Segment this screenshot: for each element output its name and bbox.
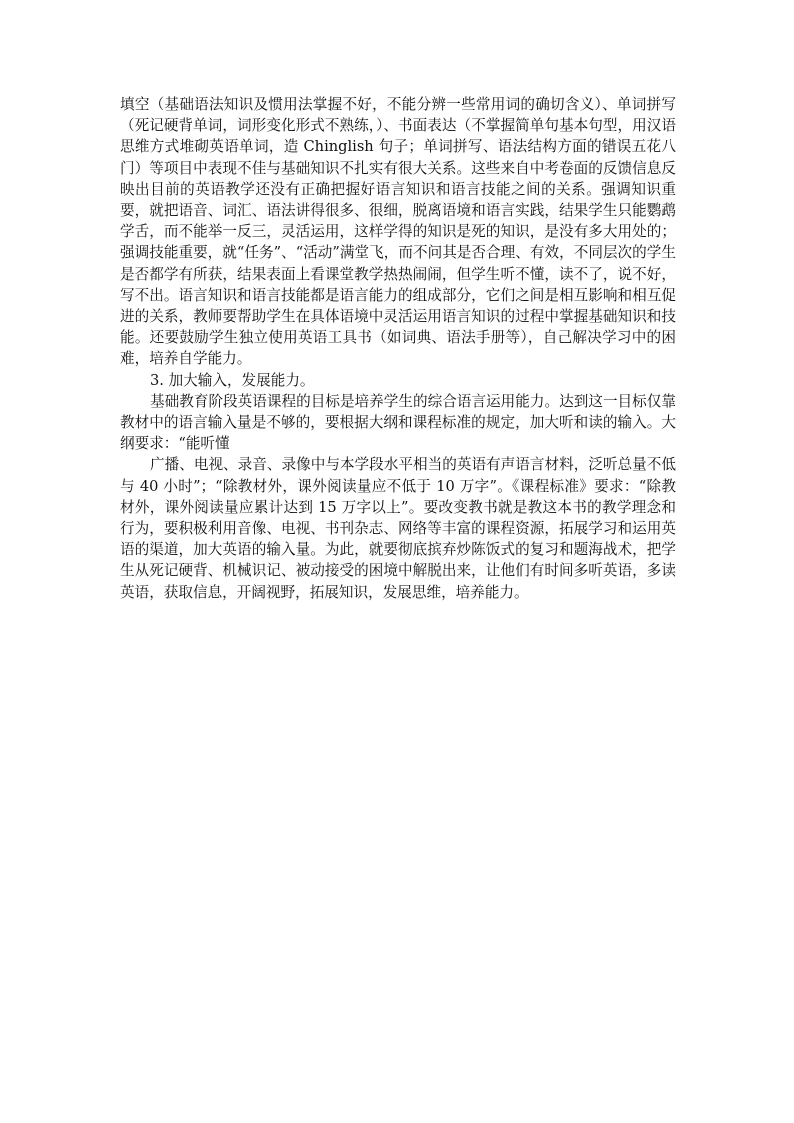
section-heading-increase-input: 3. 加大输入，发展能力。 xyxy=(150,371,315,389)
paragraph-listening-errors: 填空（基础语法知识及惯用法掌握不好，不能分辨一些常用词的确切含义）、单词拼写（死记硬背单词，词形变化形式不熟练，）、书面表达（不掌握简单句基本句型，用汉语思维方式堆砌英语单词，造 Chinglish 句子；单词拼写、语法结构方面的错误五花八门）等项目中表现不佳与基础知识不扎实有很大关系。这些来自中考卷面的反馈信息反映出目前的英语教学还没有正确把握好语言知识和语言技能之间的关系。强调知识重要，就把语音、词汇、语法讲得很多、很细，脱离语境和语言实践，结果学生只能鹦鹉学舌，而不能举一反三，灵活运用，这样学得的知识是死的知识，是没有多大用处的；强调技能重要，就“任务”、“活动”满堂飞，而不问其是否合理、有效，不同层次的学生是否都学有所获，结果表面上看课堂教学热热闹闹，但学生听不懂，读不了，说不好，写不出。语言知识和语言技能都是语言能力的组成部分，它们之间是相互影响和相互促进的关系，教师要帮助学生在具体语境中灵活运用语言知识的过程中掌握基础知识和技能。还要鼓励学生独立使用英语工具书（如词典、语法手册等），自己解决学习中的困难，培养自学能力。 xyxy=(120,96,676,368)
paragraph-course-goal: 基础教育阶段英语课程的目标是培养学生的综合语言运用能力。达到这一目标仅靠教材中的语言输入量是不够的，要根据大纲和课程标准的规定，加大听和读的输入。大纲要求：“能听懂 xyxy=(120,392,676,453)
document-body xyxy=(120,94,676,603)
paragraph-input-requirements: 广播、电视、录音、录像中与本学段水平相当的英语有声语言材料，泛听总量不低与 40 小时”；“除教材外，课外阅读量应不低于 10 万字”。《课程标准》要求：“除教材外，课外阅读量应累计达到 15 万字以上”。要改变教书就是教这本书的教学理念和行为，要积极利用音像、电视、书刊杂志、网络等丰富的课程资源，拓展学习和运用英语的渠道，加大英语的输入量。为此，就要彻底摈弃炒陈饭式的复习和题海战术，把学生从死记硬背、机械识记、被动接受的困境中解脱出来，让他们有时间多听英语，多读英语，获取信息，开阔视野，拓展知识，发展思维，培养能力。 xyxy=(120,456,676,601)
